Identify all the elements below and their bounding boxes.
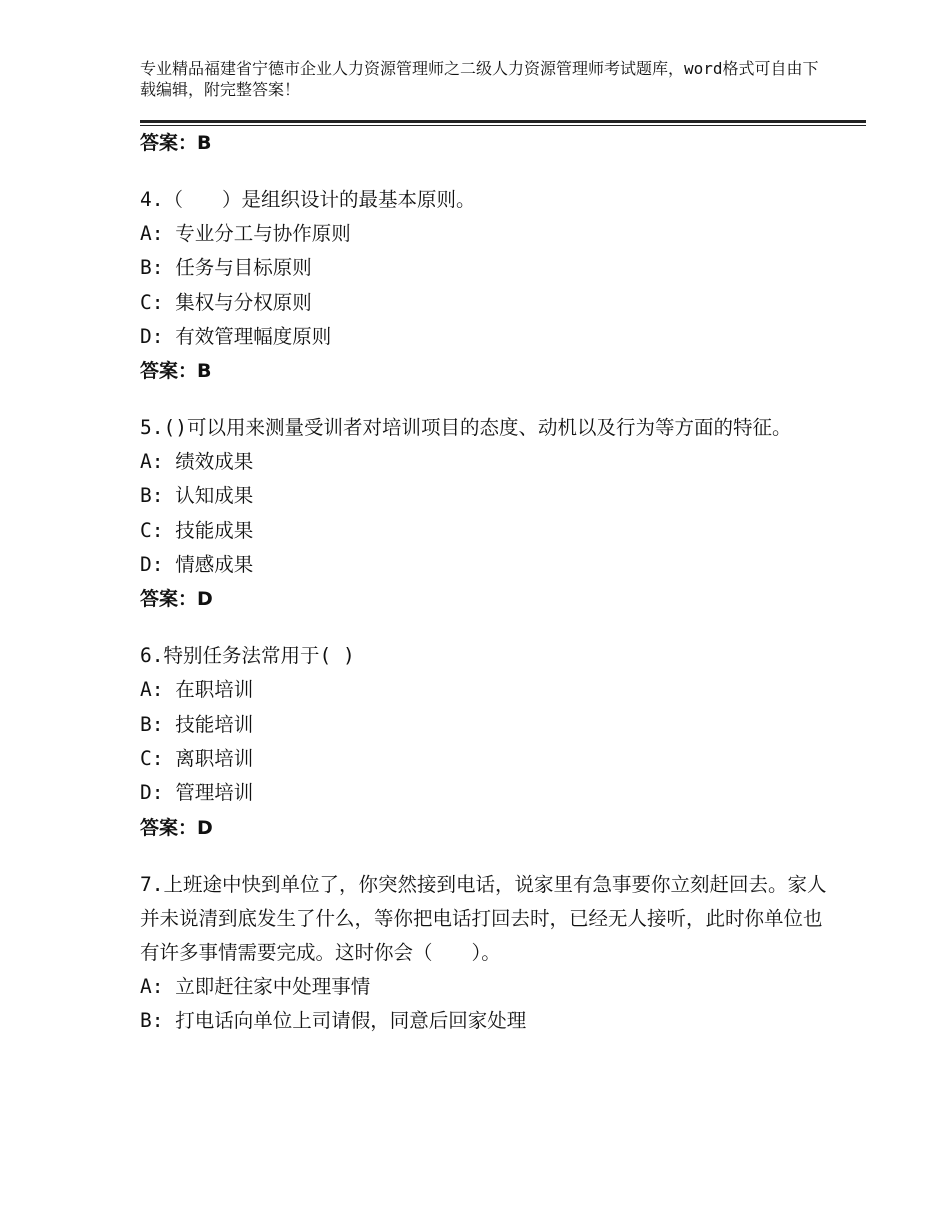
option-d: D: 有效管理幅度原则 [140,324,332,348]
question-text: 5.()可以用来测量受训者对培训项目的态度、动机以及行为等方面的特征。 [140,416,792,440]
option-c: C: 技能成果 [140,518,254,542]
question-text: 4.（ ）是组织设计的最基本原则。 [140,188,476,211]
option-a: A: 绩效成果 [140,450,254,474]
question-list [140,126,830,1038]
answer-line: 答案：D [140,588,213,611]
option-d: D: 管理培训 [140,781,254,805]
header-divider-thick [140,120,866,123]
document-header-title: 专业精品福建省宁德市企业人力资源管理师之二级人力资源管理师考试题库，word格式可自由下载编辑，附完整答案！ [140,59,819,99]
question-text: 6.特别任务法常用于( ) [140,644,355,668]
option-b: B: 任务与目标原则 [140,256,312,280]
question-4 [140,183,830,388]
option-b: B: 认知成果 [140,484,254,508]
option-a: A: 在职培训 [140,678,254,702]
question-6 [140,639,830,844]
question-7 [140,868,830,1039]
option-d: D: 情感成果 [140,553,254,577]
answer-line: 答案：B [140,360,212,383]
question-text: 7.上班途中快到单位了，你突然接到电话，说家里有急事要你立刻赶回去。家人并未说清到底发生了什么，等你把电话打回去时，已经无人接听，此时你单位也有许多事情需要完成。这时你会（ ）。 [140,872,827,964]
answer-line: 答案：D [140,816,213,839]
option-c: C: 离职培训 [140,746,254,770]
answer-line-q3: 答案：B [140,132,212,154]
option-a: A: 专业分工与协作原则 [140,222,351,245]
option-c: C: 集权与分权原则 [140,290,312,314]
option-b: B: 打电话向单位上司请假，同意后回家处理 [140,1008,527,1032]
question-5 [140,411,830,616]
option-b: B: 技能培训 [140,712,254,736]
option-a: A: 立即赶往家中处理事情 [140,974,371,998]
